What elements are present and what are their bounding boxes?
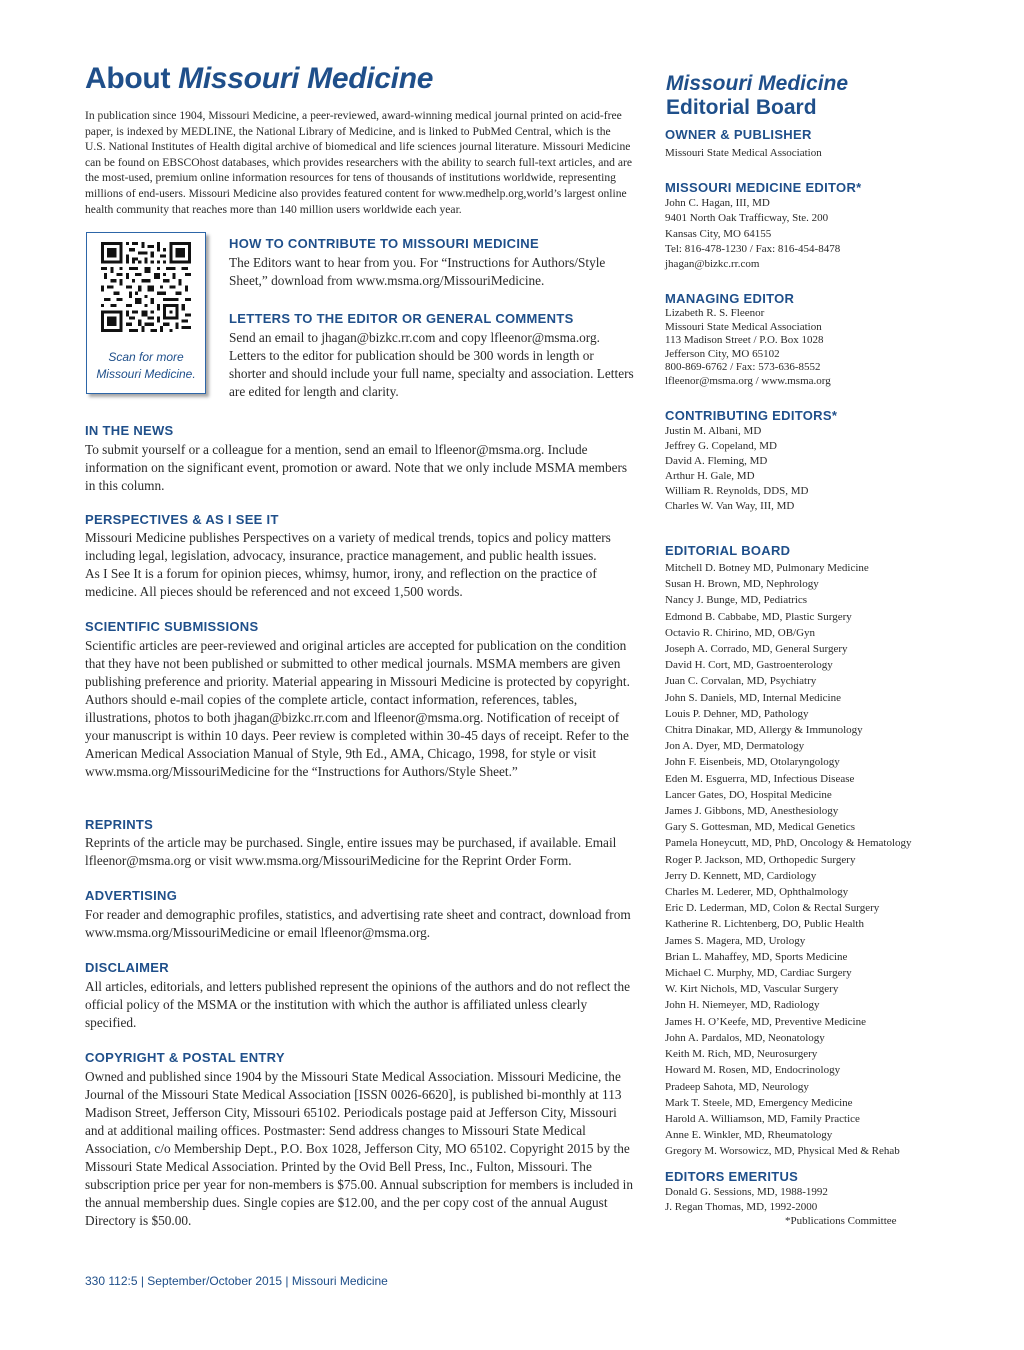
scientific-body: Scientific articles are peer-reviewed and original articles are accepted for publication on the condition that they have not been published or submitted to other medical journals. MSMA members are given publishing preference and priority. Material appearing in Missouri Medicine is protected by copyright. Authors should e-mail copies of the complete article, contact information, references, tables, illustrations, photos to both jhagan@bizkc.rr.com and lfleenor@msma.org. Notification of receipt of your manuscript is within 10 days. Peer review is completed within 30-45 days of receipt. Refer to the American Medical Association Manual of Style, 9th Ed., AMA, Chicago, 1998, for style or visit www.msma.org/MissouriMedicine for the “Instructions for Authors/Style Sheet.” <box>85 638 630 779</box>
editorial-board-heading: EDITORIAL BOARD <box>665 543 791 558</box>
editor-heading: MISSOURI MEDICINE EDITOR* <box>665 180 862 195</box>
advertising-heading: ADVERTISING <box>85 888 178 903</box>
contributing-editors-heading: CONTRIBUTING EDITORS* <box>665 408 838 423</box>
list-item: Michael C. Murphy, MD, Cardiac Surgery <box>665 967 852 980</box>
list-item: Chitra Dinakar, MD, Allergy & Immunology <box>665 724 863 737</box>
list-item: Lizabeth R. S. Fleenor <box>665 307 765 319</box>
list-item: Howard M. Rosen, MD, Endocrinology <box>665 1064 841 1077</box>
owner-heading: OWNER & PUBLISHER <box>665 127 812 142</box>
list-item: John F. Eisenbeis, MD, Otolaryngology <box>665 756 840 769</box>
qr-code-icon <box>101 242 191 332</box>
editor-list <box>665 196 840 272</box>
list-item: James J. Gibbons, MD, Anesthesiology <box>665 805 839 818</box>
qr-code-box[interactable] <box>86 232 206 394</box>
page-title: About Missouri Medicine <box>85 62 434 95</box>
list-item: Tel: 816-478-1230 / Fax: 816-454-8478 <box>665 242 841 255</box>
list-item: Charles W. Van Way, III, MD <box>665 500 795 512</box>
editors-emeritus-list <box>665 1185 828 1215</box>
reprints-heading: REPRINTS <box>85 817 154 832</box>
sidebar-title-journal: Missouri Medicine <box>666 72 849 95</box>
list-item: Pradeep Sahota, MD, Neurology <box>665 1080 809 1093</box>
list-item: Harold A. Williamson, MD, Family Practice <box>665 1112 860 1125</box>
page-footer: 330 112:5 | September/October 2015 | Missouri Medicine <box>85 1274 388 1288</box>
list-item: Arthur H. Gale, MD <box>665 470 755 482</box>
copyright-heading: COPYRIGHT & POSTAL ENTRY <box>85 1050 285 1065</box>
list-item: Missouri State Medical Association <box>665 147 822 159</box>
list-item: 9401 North Oak Trafficway, Ste. 200 <box>665 212 829 225</box>
list-item: Keith M. Rich, MD, Neurosurgery <box>665 1048 818 1061</box>
letters-heading: LETTERS TO THE EDITOR OR GENERAL COMMENTS <box>229 311 574 326</box>
list-item: Jerry D. Kennett, MD, Cardiology <box>665 869 817 882</box>
list-item: Lancer Gates, DO, Hospital Medicine <box>665 788 832 801</box>
list-item: Gary S. Gottesman, MD, Medical Genetics <box>665 821 856 834</box>
editors-emeritus-heading: EDITORS EMERITUS <box>665 1169 799 1184</box>
owner-list <box>665 146 822 160</box>
list-item: 113 Madison Street / P.O. Box 1028 <box>665 334 824 346</box>
disclaimer-heading: DISCLAIMER <box>85 960 169 975</box>
list-item: J. Regan Thomas, MD, 1992-2000 <box>665 1201 818 1213</box>
list-item: Missouri State Medical Association <box>665 320 822 333</box>
list-item: William R. Reynolds, DDS, MD <box>665 485 809 497</box>
list-item: Eden M. Esguerra, MD, Infectious Disease <box>665 772 855 785</box>
list-item: James S. Magera, MD, Urology <box>665 934 806 947</box>
list-item: James H. O’Keefe, MD, Preventive Medicine <box>665 1015 866 1028</box>
contribute-body: The Editors want to hear from you. For “Instructions for Authors/Style Sheet,” download from www.msma.org/MissouriMedicine. <box>229 255 606 288</box>
managing-editor-heading: MANAGING EDITOR <box>665 291 795 306</box>
list-item: jhagan@bizkc.rr.com <box>665 258 760 271</box>
list-item: Donald G. Sessions, MD, 1988-1992 <box>665 1186 828 1198</box>
list-item: Joseph A. Corrado, MD, General Surgery <box>665 643 848 656</box>
letters-body: Send an email to jhagan@bizkc.rr.com and copy lfleenor@msma.org. Letters to the editor for publication should be 300 words in length or shorter and should include your full name, specialty and association. Letters are edited for length and clarity. <box>229 330 634 399</box>
list-item: Susan H. Brown, MD, Nephrology <box>665 578 819 591</box>
list-item: Roger P. Jackson, MD, Orthopedic Surgery <box>665 853 856 866</box>
list-item: Kansas City, MO 64155 <box>665 227 772 240</box>
reprints-body: Reprints of the article may be purchased. Single, entire issues may be purchased, if available. Email lfleenor@msma.org or visit www.msma.org/MissouriMedicine for the Reprint Order Form. <box>85 835 617 868</box>
contributing-editors-list <box>665 424 808 514</box>
sidebar-title-board: Editorial Board <box>666 96 817 119</box>
perspectives-heading: PERSPECTIVES & AS I SEE IT <box>85 512 279 527</box>
list-item: Katherine R. Lichtenberg, DO, Public Health <box>665 918 864 931</box>
list-item: lfleenor@msma.org / www.msma.org <box>665 374 831 387</box>
news-body: To submit yourself or a colleague for a mention, send an email to lfleenor@msma.org. Include information on the significant event, promotion or award. Note that we only include MSMA members in this column. <box>85 442 628 493</box>
list-item: Jefferson City, MO 65102 <box>665 347 780 360</box>
editorial-board-list <box>665 560 912 1160</box>
list-item: John A. Pardalos, MD, Neonatology <box>665 1031 825 1044</box>
list-item: Charles M. Lederer, MD, Ophthalmology <box>665 886 849 899</box>
advertising-body: For reader and demographic profiles, statistics, and advertising rate sheet and contract, download from www.msma.org/MissouriMedicine or email lfleenor@msma.org. <box>85 907 631 940</box>
list-item: 800-869-6762 / Fax: 573-636-8552 <box>665 361 821 373</box>
qr-caption: Scan for more Missouri Medicine. <box>96 350 196 381</box>
publications-committee-note: *Publications Committee <box>785 1215 897 1227</box>
list-item: Edmond B. Cabbabe, MD, Plastic Surgery <box>665 610 852 623</box>
intro-paragraph: In publication since 1904, Missouri Medicine, a peer-reviewed, award-winning medical journal printed on acid-free paper, is indexed by MEDLINE, the National Library of Medicine, and is linked to PubMed Central, which is the U.S. National Institutes of Health digital archive of biomedical and life sciences journal literature. Missouri Medicine can be found on EBSCOhost databases, which provides researchers with the ability to search full-text articles, and are the most-used, premium online information resources for tens of thousands of institutions worldwide, representing millions of end-users. Missouri Medicine also provides featured content for www.medhelp.org,world’s largest online health community that reaches more than 140 million users worldwide each year. <box>85 109 632 216</box>
list-item: John C. Hagan, III, MD <box>665 197 770 209</box>
list-item: Louis P. Dehner, MD, Pathology <box>665 707 809 720</box>
list-item: Jon A. Dyer, MD, Dermatology <box>665 740 805 753</box>
list-item: Juan C. Corvalan, MD, Psychiatry <box>665 675 817 688</box>
list-item: Pamela Honeycutt, MD, PhD, Oncology & Hematology <box>665 837 912 850</box>
list-item: Mark T. Steele, MD, Emergency Medicine <box>665 1096 853 1109</box>
news-heading: IN THE NEWS <box>85 423 174 438</box>
list-item: John H. Niemeyer, MD, Radiology <box>665 999 820 1012</box>
copyright-body: Owned and published since 1904 by the Missouri State Medical Association. Missouri Medicine, the Journal of the Missouri State Medical Association [ISSN 0026-6620], is published bi-monthly at 113 Madison Street, Jefferson City, Missouri 65102. Periodicals postage paid at Jefferson City, Missouri and at additional mailing offices. Postmaster: Send address changes to Missouri State Medical Association, c/o Membership Dept., P.O. Box 1028, Jefferson City, MO 65102. Copyright 2015 by the Missouri State Medical Association. Printed by the Ovid Bell Press, Inc., Fulton, Missouri. The subscription price per year for non-members is $75.00. Annual subscription for members is included in the annual membership dues. Single copies are $12.00, and the per copy cost of the annual August Directory is $50.00. <box>85 1069 634 1228</box>
list-item: David A. Fleming, MD <box>665 455 768 467</box>
list-item: Eric D. Lederman, MD, Colon & Rectal Surgery <box>665 902 880 915</box>
scientific-heading: SCIENTIFIC SUBMISSIONS <box>85 619 259 634</box>
list-item: Justin M. Albani, MD <box>665 425 762 437</box>
list-item: Jeffrey G. Copeland, MD <box>665 440 777 452</box>
list-item: Octavio R. Chirino, MD, OB/Gyn <box>665 626 816 639</box>
list-item: Brian L. Mahaffey, MD, Sports Medicine <box>665 950 848 963</box>
list-item: David H. Cort, MD, Gastroenterology <box>665 659 833 672</box>
disclaimer-body: All articles, editorials, and letters published represent the opinions of the authors and do not reflect the official policy of the MSMA or the institution with which the author is affiliated unless clearly specified. <box>85 979 631 1030</box>
list-item: Nancy J. Bunge, MD, Pediatrics <box>665 594 808 607</box>
list-item: Anne E. Winkler, MD, Rheumatology <box>665 1129 833 1142</box>
perspectives-body: Missouri Medicine publishes Perspectives on a variety of medical trends, topics and policy matters including legal, legislation, advocacy, insurance, practice management, and public health issues. As I See It is a forum for opinion pieces, whimsy, humor, irony, and reflection on the practice of medicine. All pieces should be referenced and not exceed 1,500 words. <box>85 530 611 599</box>
managing-editor-list <box>665 307 831 388</box>
contribute-heading: HOW TO CONTRIBUTE TO MISSOURI MEDICINE <box>229 236 539 251</box>
list-item: John S. Daniels, MD, Internal Medicine <box>665 691 841 704</box>
list-item: Gregory M. Worsowicz, MD, Physical Med & Rehab <box>665 1145 900 1158</box>
list-item: Mitchell D. Botney MD, Pulmonary Medicine <box>665 562 869 574</box>
list-item: W. Kirt Nichols, MD, Vascular Surgery <box>665 983 839 996</box>
